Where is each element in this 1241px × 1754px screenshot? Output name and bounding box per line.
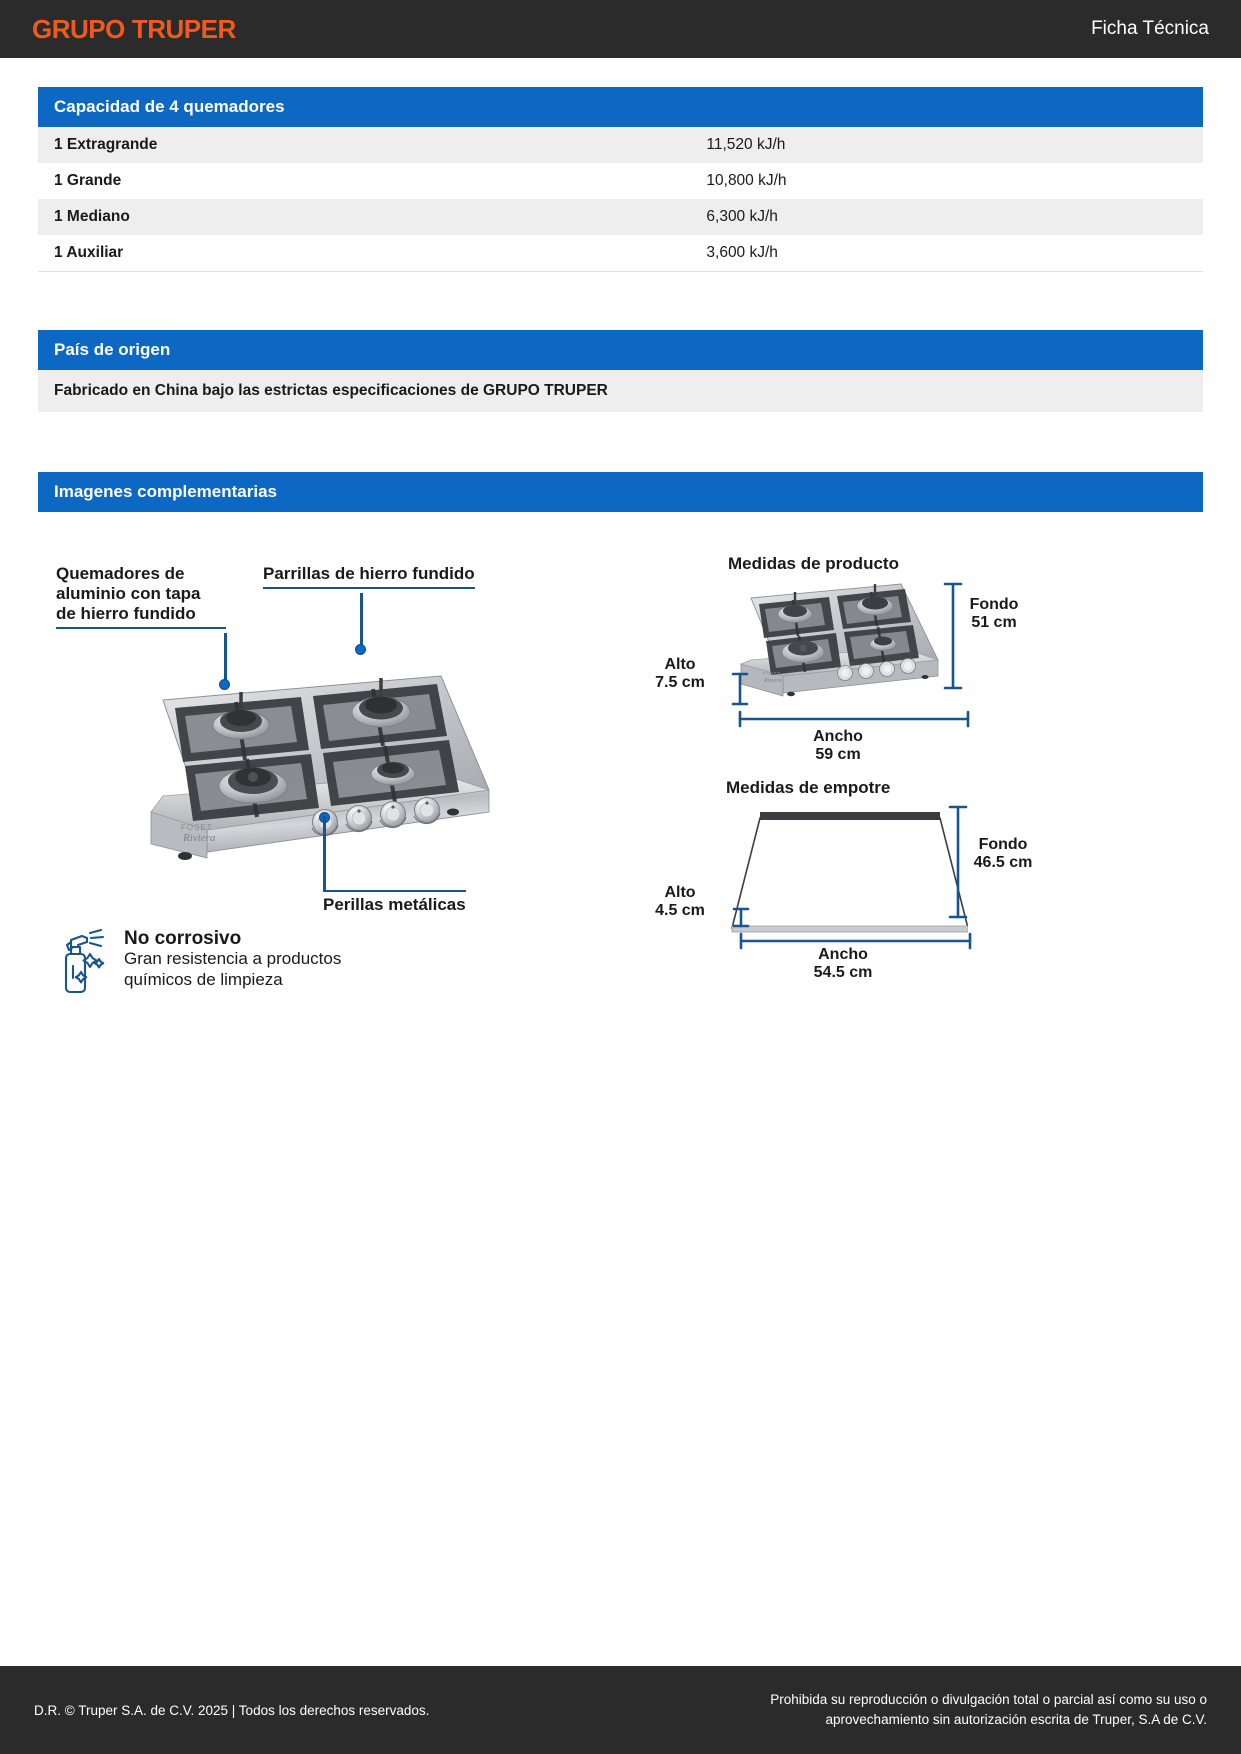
- row-value: 11,520 kJ/h: [706, 136, 786, 153]
- table-row: [38, 127, 1203, 163]
- images-area: [38, 516, 1203, 1036]
- product-alto-label: [640, 656, 720, 693]
- capacity-table: [38, 127, 1203, 272]
- product-alto-value: 7.5 cm: [655, 674, 705, 692]
- origin-text: Fabricado en China bajo las estrictas especificaciones de GRUPO TRUPER: [38, 370, 1203, 412]
- section-header-origin: País de origen: [38, 330, 1203, 370]
- callout-grates: Parrillas de hierro fundido: [263, 564, 475, 589]
- product-dimensions-title: Medidas de producto: [728, 553, 899, 573]
- product-fondo-title: Fondo: [969, 595, 1019, 613]
- feature-subtitle-line2: químicos de limpieza: [124, 969, 283, 989]
- footer-copyright: D.R. © Truper S.A. de C.V. 2025 | Todos los derechos reservados.: [34, 1702, 430, 1718]
- product-fondo-value: 51 cm: [971, 614, 1017, 632]
- cutout-alto-title: Alto: [664, 883, 696, 901]
- section-header-images: Imagenes complementarias: [38, 472, 1203, 512]
- feature-no-corrosivo: [56, 928, 341, 994]
- callout-grates-dot: [355, 644, 366, 655]
- cutout-dimensions-title: Medidas de empotre: [726, 777, 891, 797]
- brand-logo: [32, 14, 236, 45]
- product-ancho-label: [748, 728, 928, 765]
- row-label: 1 Auxiliar: [54, 243, 124, 261]
- callout-knobs: Perillas metálicas: [323, 890, 466, 915]
- document-type-title: Ficha Técnica: [1091, 18, 1209, 39]
- product-ancho-title: Ancho: [813, 727, 863, 745]
- logo-grupo: GRUPO: [32, 13, 125, 44]
- table-row: [38, 163, 1203, 199]
- feature-title: No corrosivo: [124, 927, 242, 949]
- callout-burners-line2: aluminio con tapa: [56, 583, 201, 603]
- row-label: 1 Extragrande: [54, 136, 158, 153]
- cutout-ancho-title: Ancho: [818, 945, 868, 963]
- product-ancho-value: 59 cm: [815, 746, 861, 764]
- row-label: 1 Mediano: [54, 208, 130, 225]
- cutout-alto-value: 4.5 cm: [655, 902, 705, 920]
- product-photo-cooktop: [141, 662, 496, 877]
- footer-legal-line2: aprovechamiento sin autorización escrita de Truper, S.A de C.V.: [825, 1712, 1207, 1727]
- callout-burners: [56, 564, 226, 629]
- cutout-ancho-value: 54.5 cm: [813, 964, 873, 982]
- row-value: 3,600 kJ/h: [706, 243, 778, 261]
- cutout-alto-label: [640, 884, 720, 921]
- cutout-fondo-value: 46.5 cm: [973, 854, 1033, 872]
- footer-legal-line1: Prohibida su reproducción o divulgación total o parcial así como su uso o: [770, 1692, 1207, 1708]
- page-header: [0, 0, 1241, 58]
- spray-bottle-icon: [56, 928, 112, 994]
- cutout-dimension-arrows: [648, 771, 1008, 971]
- svg-text:FOSET: FOSET: [763, 670, 781, 676]
- table-row: [38, 199, 1203, 235]
- row-value: 10,800 kJ/h: [706, 172, 787, 189]
- svg-text:Riviera: Riviera: [764, 677, 782, 684]
- table-row: [38, 235, 1203, 271]
- cutout-fondo-label: [958, 836, 1048, 873]
- logo-truper: TRUPER: [131, 13, 236, 44]
- callout-grates-leader: [360, 593, 363, 648]
- callout-burners-line3: de hierro fundido: [56, 603, 196, 623]
- page-content: [0, 87, 1241, 1036]
- section-header-capacity: Capacidad de 4 quemadores: [38, 87, 1203, 127]
- row-value: 6,300 kJ/h: [706, 208, 778, 225]
- cutout-ancho-label: [748, 946, 938, 983]
- callout-knobs-leader: [323, 816, 326, 892]
- svg-text:Riviera: Riviera: [183, 831, 216, 844]
- page-footer: [0, 1666, 1241, 1754]
- feature-text-block: [124, 928, 341, 991]
- svg-text:FOSET: FOSET: [181, 822, 213, 832]
- cutout-fondo-title: Fondo: [978, 835, 1028, 853]
- row-label: 1 Grande: [54, 172, 122, 189]
- product-alto-title: Alto: [664, 655, 696, 673]
- product-fondo-label: [954, 596, 1034, 633]
- callout-burners-line1: Quemadores de: [56, 563, 185, 583]
- footer-legal-notice: [770, 1690, 1207, 1729]
- feature-subtitle-line1: Gran resistencia a productos: [124, 949, 342, 969]
